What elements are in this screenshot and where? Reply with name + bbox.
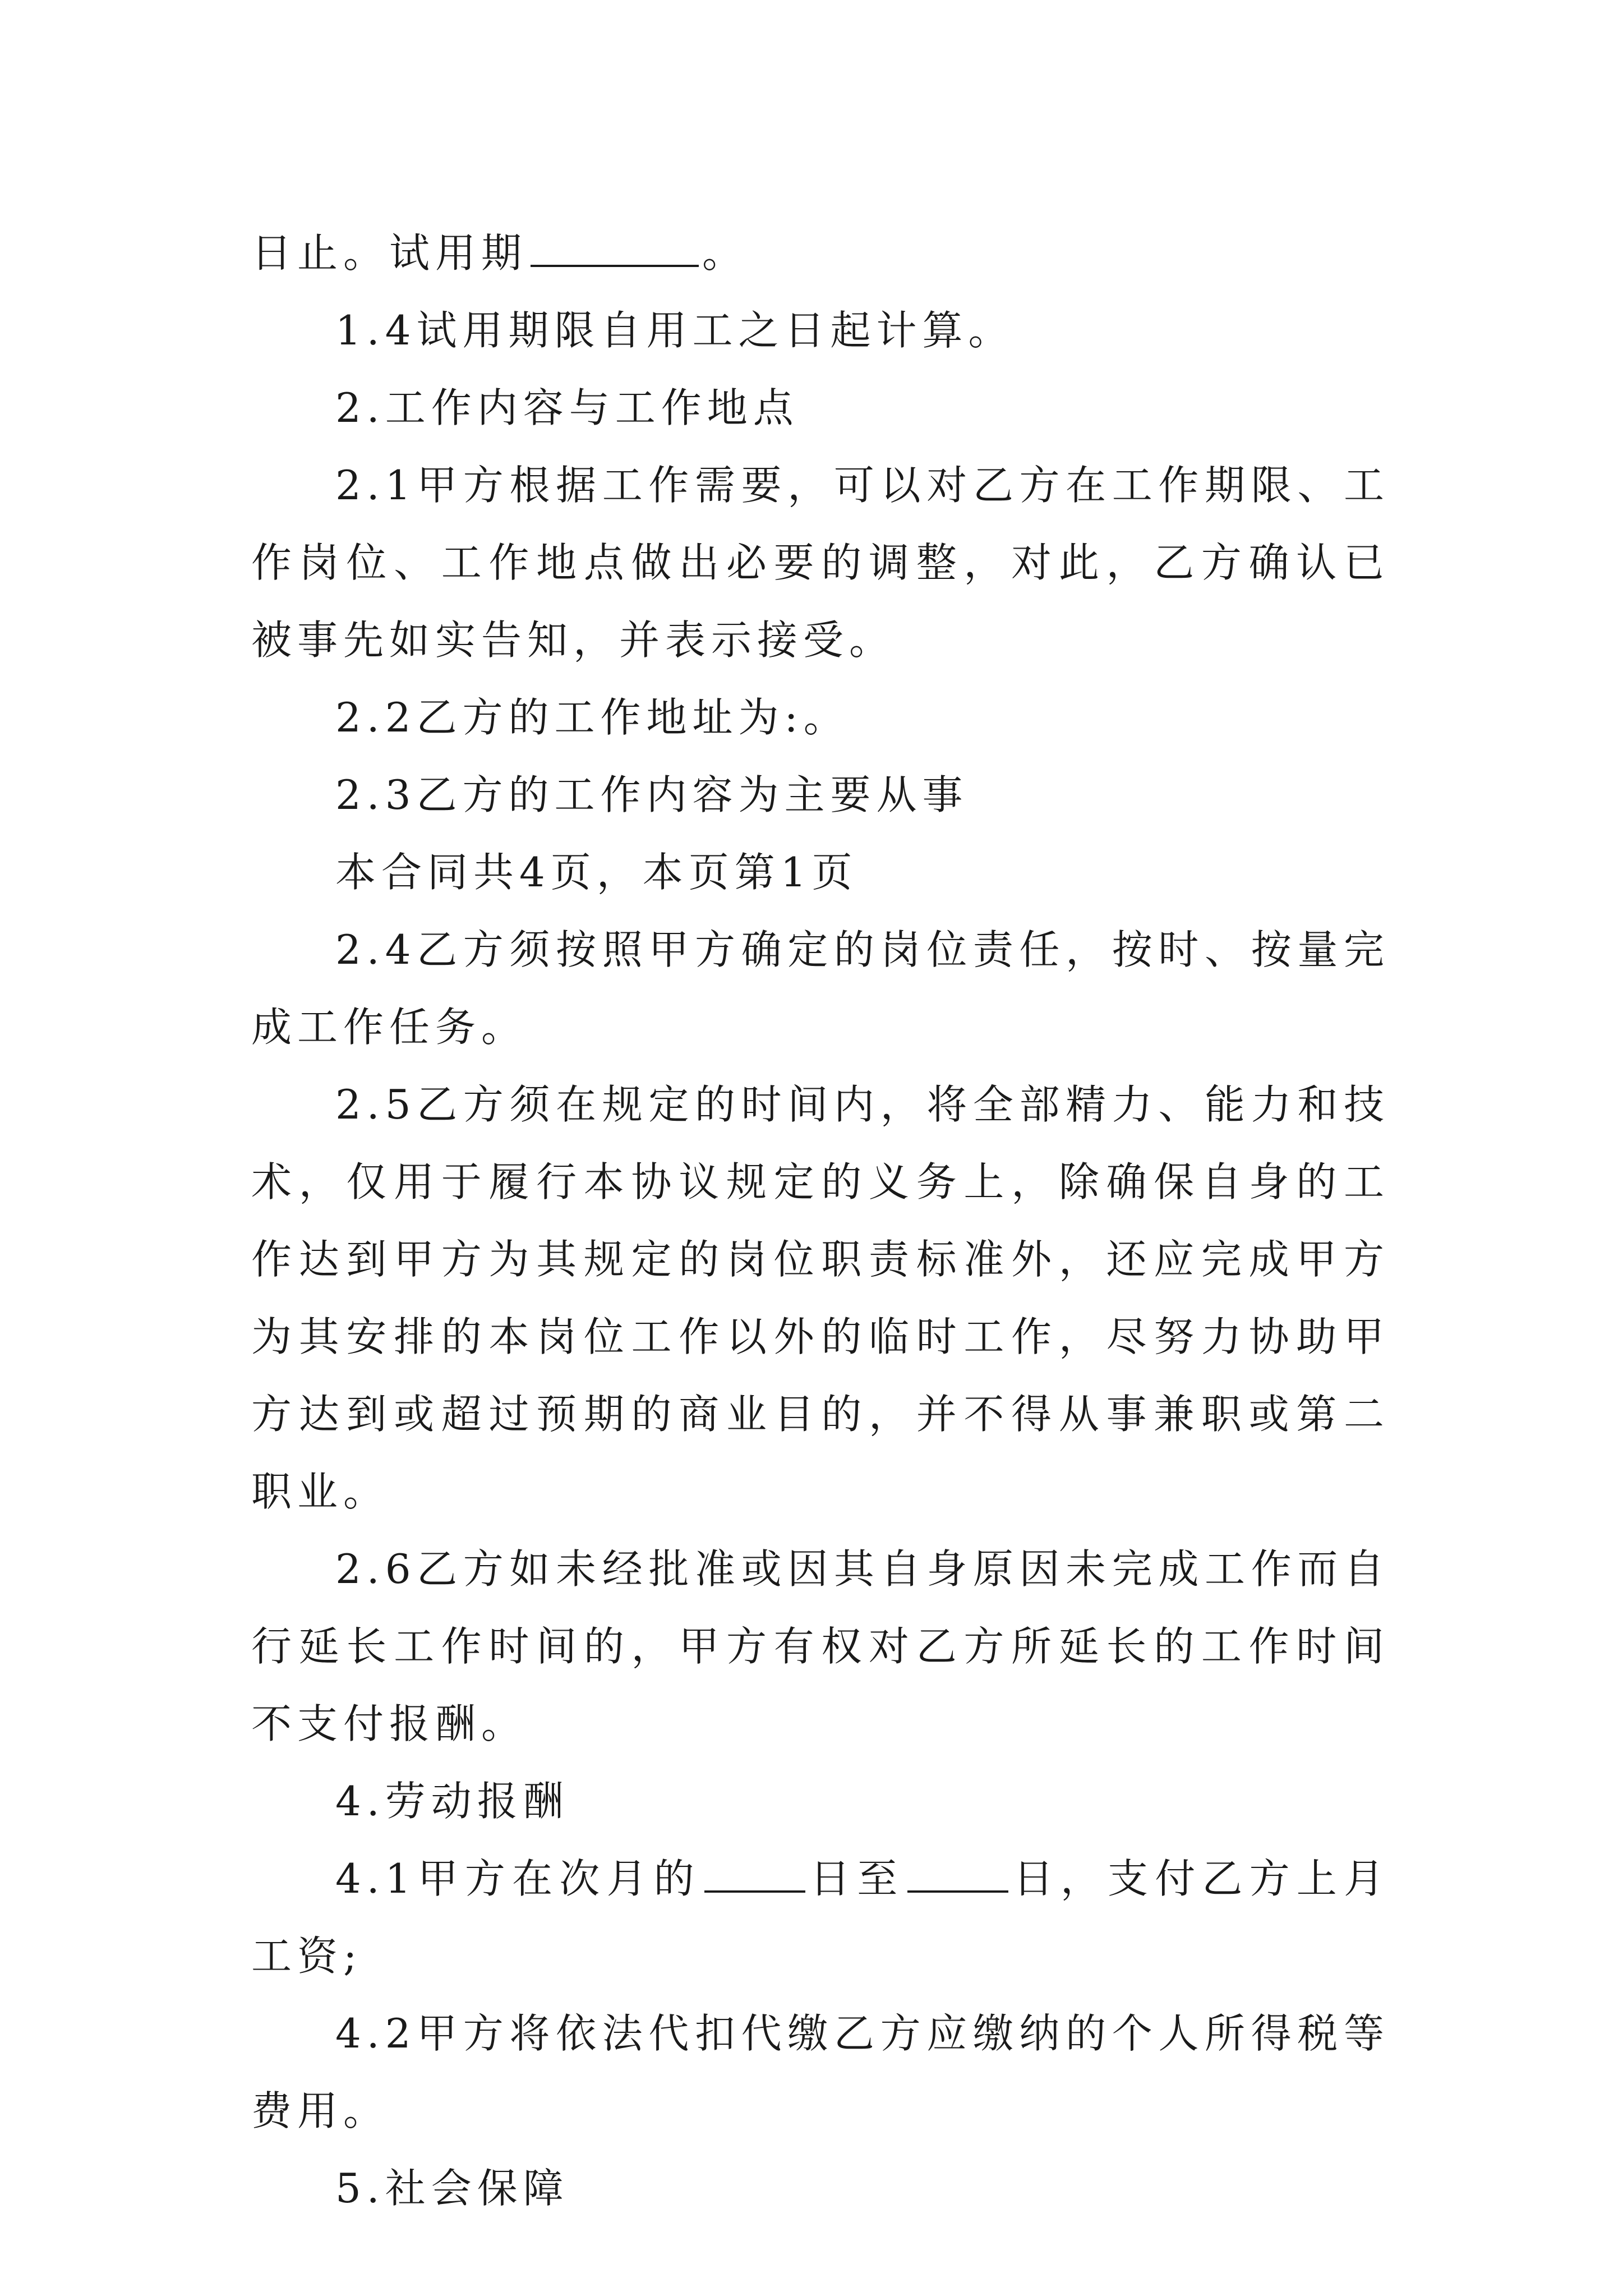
clause-4-1-text-a: 4.1甲方在次月的	[335, 1855, 701, 1902]
probation-end-text: 日止。试用期	[251, 229, 528, 277]
page-count-note: 本合同共4页，本页第1页	[335, 849, 858, 896]
clause-2-5: 2.5乙方须在规定的时间内，将全部精力、能力和技术，仅用于履行本协议规定的义务上，除确保自身的工作达到甲方为其规定的岗位职责标准外，还应完成甲方为其安排的本岗位工作以外的临时工作，尽努力协助甲方达到或超过预期的商业目的，并不得从事兼职或第二职业。	[251, 1081, 1390, 1515]
clause-2-3: 2.3乙方的工作内容为主要从事	[335, 771, 969, 818]
clause-2-6: 2.6乙方如未经批准或因其自身原因未完成工作而自行延长工作时间的，甲方有权对乙方所延长的工作时间不支付报酬。	[251, 1545, 1390, 1747]
section-4-heading: 4.劳动报酬	[335, 1778, 569, 1825]
section-5-heading: 5.社会保障	[335, 2165, 569, 2212]
document-body	[251, 214, 1390, 2227]
clause-4-2: 4.2甲方将依法代扣代缴乙方应缴纳的个人所得税等费用。	[251, 2010, 1390, 2134]
clause-4-1	[251, 1840, 1390, 1995]
clause-2-4: 2.4乙方须按照甲方确定的岗位责任，按时、按量完成工作任务。	[251, 926, 1390, 1051]
paragraph-probation-end	[251, 214, 1390, 292]
probation-end-punct: 。	[702, 229, 749, 277]
section-2-heading: 2.工作内容与工作地点	[335, 384, 799, 431]
clause-2-2: 2.2乙方的工作地址为:。	[335, 694, 850, 741]
clause-1-4: 1.4试用期限自用工之日起计算。	[335, 307, 1015, 354]
clause-2-1: 2.1甲方根据工作需要，可以对乙方在工作期限、工作岗位、工作地点做出必要的调整，对此，乙方确认已被事先如实告知，并表示接受。	[251, 462, 1390, 664]
clause-4-1-text-c: 日，支付乙方上月工资;	[251, 1855, 1390, 1980]
pay-start-day-blank	[704, 1853, 805, 1893]
clause-4-1-text-b: 日至	[808, 1855, 905, 1902]
pay-end-day-blank	[907, 1853, 1008, 1893]
probation-period-blank	[531, 228, 699, 267]
